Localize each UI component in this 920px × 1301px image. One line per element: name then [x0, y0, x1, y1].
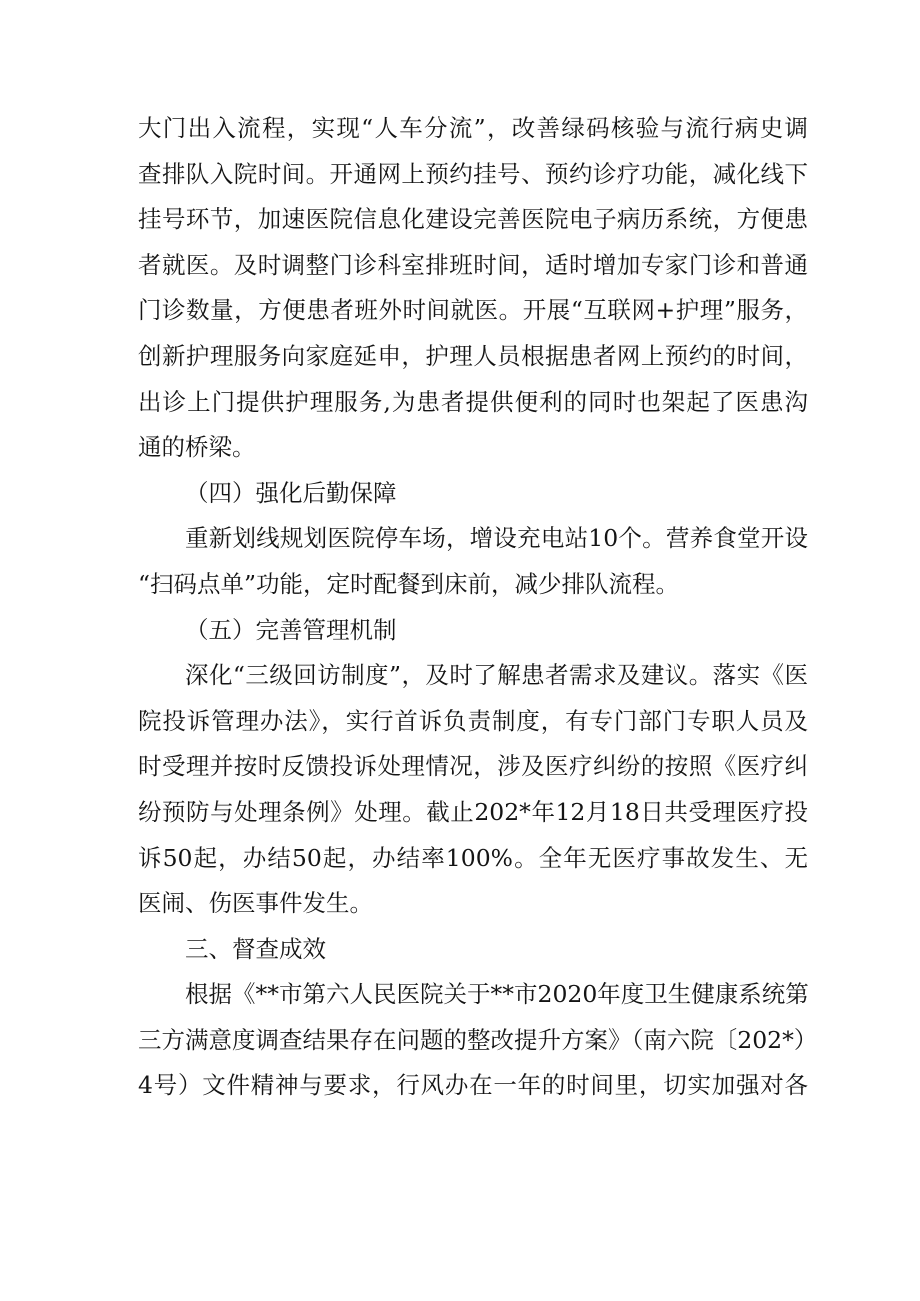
text-line: “扫码点单”功能，定时配餐到床前，减少排队流程。 — [138, 569, 680, 598]
text-line: 三方满意度调查结果存在问题的整改提升方案》（南六院〔202*） — [138, 1025, 818, 1054]
text-line: 时受理并按时反馈投诉处理情况，涉及医疗纠纷的按照《医疗纠 — [138, 752, 808, 781]
text-line: 根据《**市第六人民医院关于**市2020年度卫生健康系统第 — [185, 980, 809, 1009]
text-line: 门诊数量，方便患者班外时间就医。开展“互联网+护理”服务， — [138, 296, 808, 325]
text-line: 创新护理服务向家庭延申，护理人员根据患者网上预约的时间， — [138, 341, 808, 370]
text-line: 深化“三级回访制度”，及时了解患者需求及建议。落实《医 — [185, 661, 808, 690]
section-heading: 三、督查成效 — [185, 934, 326, 963]
text-line: 重新划线规划医院停车场，增设充电站10个。营养食堂开设 — [185, 524, 808, 553]
document-body — [138, 106, 818, 1109]
text-line: 挂号环节，加速医院信息化建设完善医院电子病历系统，方便患 — [138, 205, 808, 234]
section-heading: （四）强化后勤保障 — [185, 478, 397, 507]
text-line: 查排队入院时间。开通网上预约挂号、预约诊疗功能，减化线下 — [138, 159, 808, 188]
text-line: 4号）文件精神与要求，行风办在一年的时间里，切实加强对各 — [138, 1071, 808, 1100]
text-line: 出诊上门提供护理服务,为患者提供便利的同时也架起了医患沟 — [138, 387, 808, 416]
text-line: 者就医。及时调整门诊科室排班时间，适时增加专家门诊和普通 — [138, 250, 808, 279]
text-line: 诉50起，办结50起，办结率100%。全年无医疗事故发生、无 — [138, 843, 808, 872]
text-line: 通的桥梁。 — [138, 433, 256, 462]
section-heading: （五）完善管理机制 — [185, 615, 397, 644]
text-line: 纷预防与处理条例》处理。截止202*年12月18日共受理医疗投 — [138, 797, 808, 826]
text-line: 医闹、伤医事件发生。 — [138, 889, 373, 918]
text-line: 院投诉管理办法》，实行首诉负责制度，有专门部门专职人员及 — [138, 706, 808, 735]
text-line: 大门出入流程，实现“人车分流”，改善绿码核验与流行病史调 — [138, 114, 808, 142]
